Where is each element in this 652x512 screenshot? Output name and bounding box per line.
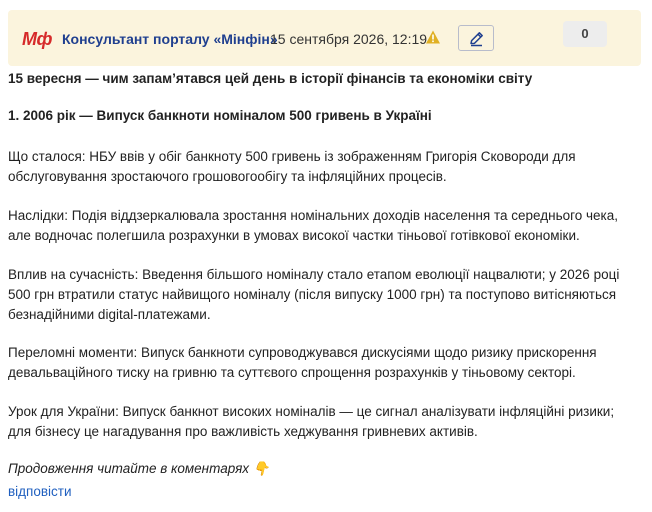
score-badge: 0: [563, 21, 607, 47]
paragraph: Переломні моменти: Випуск банкноти супроводжувався дискусіями щодо ризику прискорення девальваційного тиску на гривню та суттєвого спрощення розрахунків у тіньовому секторі.: [8, 345, 597, 380]
paragraph: Урок для України: Випуск банкнот високих номіналів — це сигнал аналізувати інфляційні ризики; для бізнесу це нагадування про важливість хеджування гривневих активів.: [8, 404, 615, 439]
paragraph: Вплив на сучасність: Введення більшого номіналу стало етапом еволюції нацвалюти; у 2026 році 500 грн втратили статус найвищого номіналу (після випуску 1000 грн) та поступово витісняються безнадійними digital-платежами.: [8, 267, 620, 322]
post-header: [8, 10, 641, 66]
post-subtitle: 1. 2006 рік — Випуск банкноти номіналом 500 гривень в Україні: [8, 108, 432, 123]
warning-icon[interactable]: [425, 29, 441, 45]
author-link[interactable]: Консультант порталу «Мінфін»: [62, 31, 278, 47]
reply-link[interactable]: відповісти: [8, 484, 72, 499]
edit-button[interactable]: [458, 25, 494, 51]
minfin-logo: Мф: [22, 29, 52, 49]
post-title: 15 вересня — чим запам’ятався цей день в історії фінансів та економіки світу: [8, 71, 533, 86]
post-date: 15 сентября 2026, 12:19: [270, 31, 428, 47]
pencil-icon: [468, 30, 485, 47]
paragraph: Наслідки: Подія віддзеркалювала зростання номінальних доходів населення та середнього чека, але водночас полегшила розрахунки в умовах високої частки тіньової готівкової економіки.: [8, 208, 619, 243]
continue-note: Продовження читайте в коментарях 👇: [8, 461, 270, 476]
paragraph: Що сталося: НБУ ввів у обіг банкноту 500 гривень із зображенням Григорія Сковороди для обслуговування зростаючого грошовогообігу та інфляційних процесів.: [8, 149, 576, 184]
